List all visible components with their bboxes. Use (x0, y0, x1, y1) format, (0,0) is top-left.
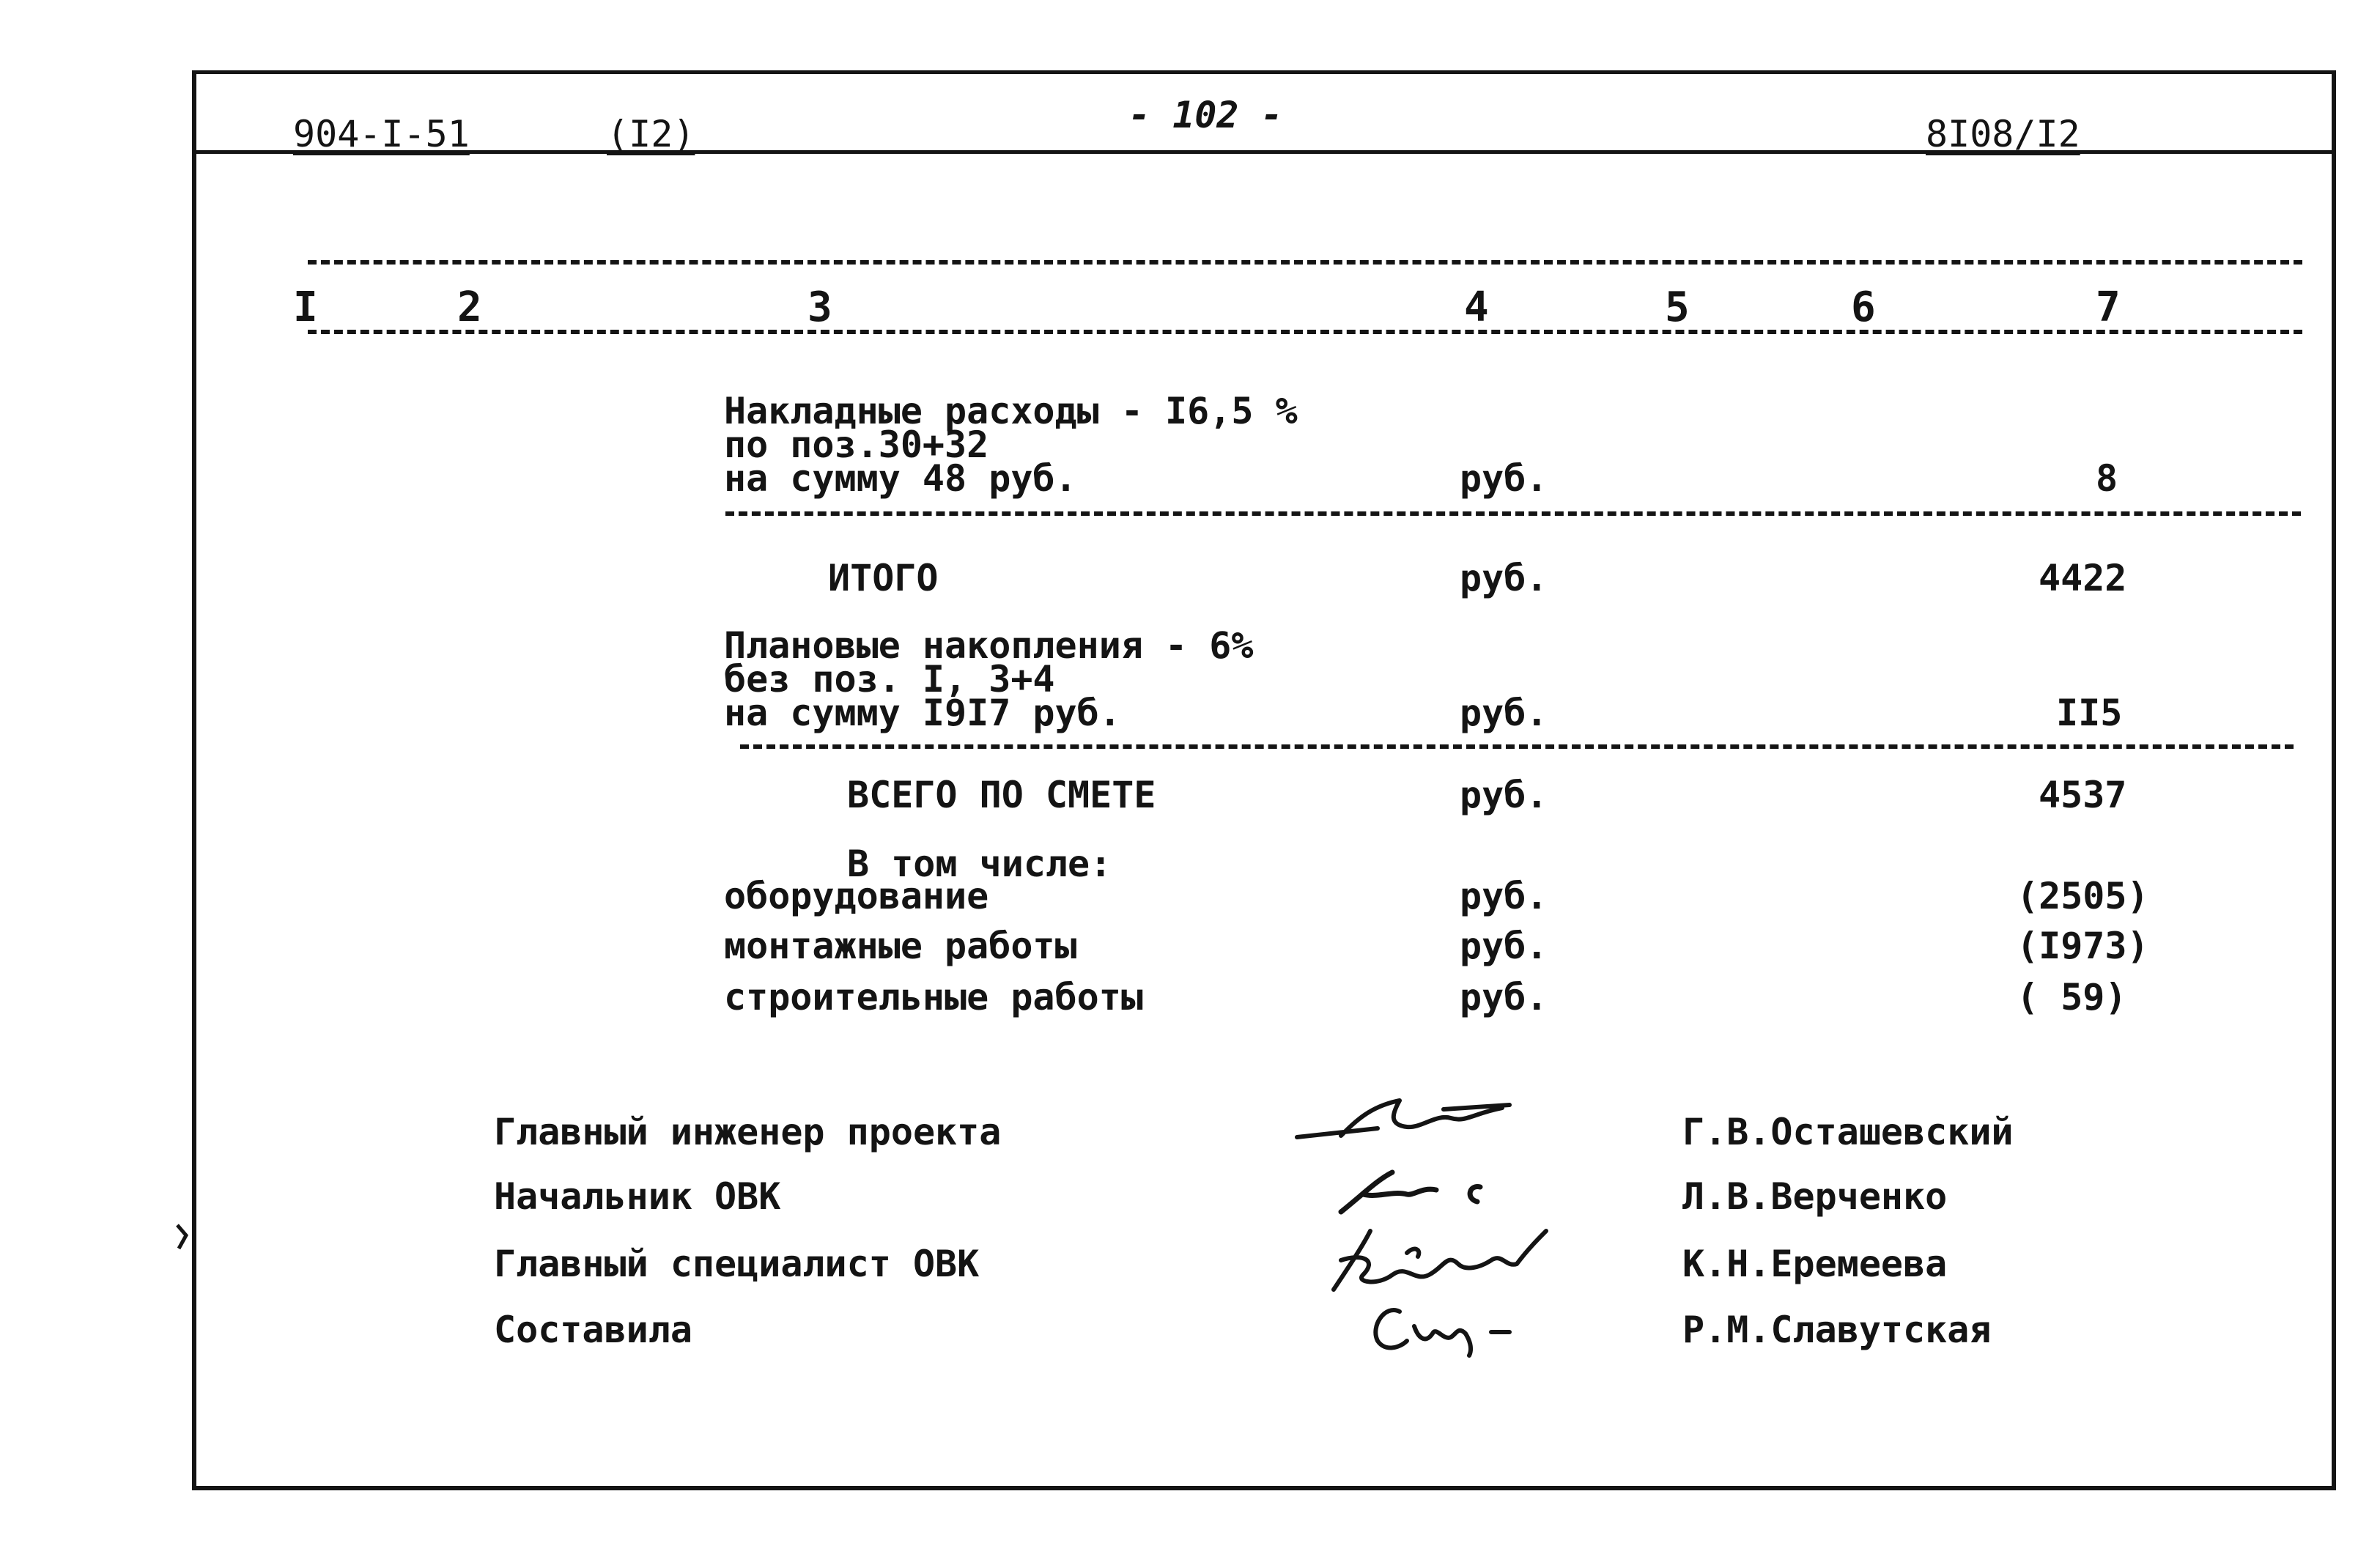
itogo-unit: руб. (1460, 557, 1548, 599)
planned-line-1: Плановые накопления - 6% (724, 624, 1254, 667)
column-number-2: 2 (457, 284, 482, 331)
overhead-rule (725, 511, 2301, 516)
overhead-line-2: по поз.30+32 (724, 424, 989, 466)
planned-line-2: без поз. I, 3+4 (724, 658, 1055, 700)
signature-role: Главный специалист ОВК (494, 1243, 980, 1285)
item-value: (2505) (2017, 875, 2149, 917)
itogo-label: ИТОГО (828, 557, 939, 599)
item-label: строительные работы (724, 976, 1143, 1018)
item-unit: руб. (1460, 976, 1548, 1018)
column-number-4: 4 (1464, 284, 1489, 331)
item-unit: руб. (1460, 875, 1548, 917)
column-number-7: 7 (2096, 284, 2121, 331)
planned-unit: руб. (1460, 692, 1548, 734)
signature-role: Главный инженер проекта (494, 1111, 1002, 1153)
column-header-bottom-rule (308, 330, 2302, 334)
page-number: - 102 - (1128, 94, 1283, 136)
item-label: оборудование (724, 875, 989, 917)
binding-tick-mark (176, 1222, 193, 1251)
column-number-3: 3 (808, 284, 832, 331)
doc-code: 904-I-51 (293, 113, 470, 155)
signature-name: Л.В.Верченко (1682, 1175, 1948, 1218)
signature-name: К.Н.Еремеева (1682, 1243, 1948, 1285)
planned-value: II5 (2056, 692, 2123, 734)
item-label: монтажные работы (724, 925, 1077, 967)
item-value: (I973) (2017, 925, 2149, 967)
item-unit: руб. (1460, 925, 1548, 967)
itogo-value: 4422 (2039, 557, 2127, 599)
column-number-6: 6 (1851, 284, 1876, 331)
item-value: ( 59) (2017, 976, 2127, 1018)
signature-head-ovk (1334, 1165, 1524, 1224)
sheet-ref: (I2) (607, 113, 695, 155)
overhead-unit: руб. (1460, 457, 1548, 500)
album-code: 8I08/I2 (1926, 113, 2080, 155)
total-unit: руб. (1460, 774, 1548, 816)
signature-chief-specialist (1319, 1224, 1553, 1304)
signature-name: Г.В.Осташевский (1682, 1111, 2014, 1153)
overhead-line-3: на сумму 48 руб. (724, 457, 1077, 500)
signature-name: Р.М.Славутская (1682, 1309, 1992, 1351)
signature-compiler (1363, 1297, 1539, 1363)
overhead-line-1: Накладные расходы - I6,5 % (724, 390, 1298, 432)
total-label: ВСЕГО ПО СМЕТЕ (847, 774, 1156, 816)
signature-chief-engineer (1290, 1092, 1531, 1150)
planned-rule (740, 744, 2294, 749)
signature-role: Начальник ОВК (494, 1175, 781, 1218)
total-value: 4537 (2039, 774, 2127, 816)
column-header-top-rule (308, 260, 2302, 265)
planned-line-3: на сумму I9I7 руб. (724, 692, 1121, 734)
signature-role: Составила (494, 1309, 692, 1351)
overhead-value: 8 (2096, 457, 2118, 500)
column-number-1: I (293, 284, 318, 331)
column-number-5: 5 (1665, 284, 1690, 331)
including-label: В том числе: (847, 843, 1112, 885)
